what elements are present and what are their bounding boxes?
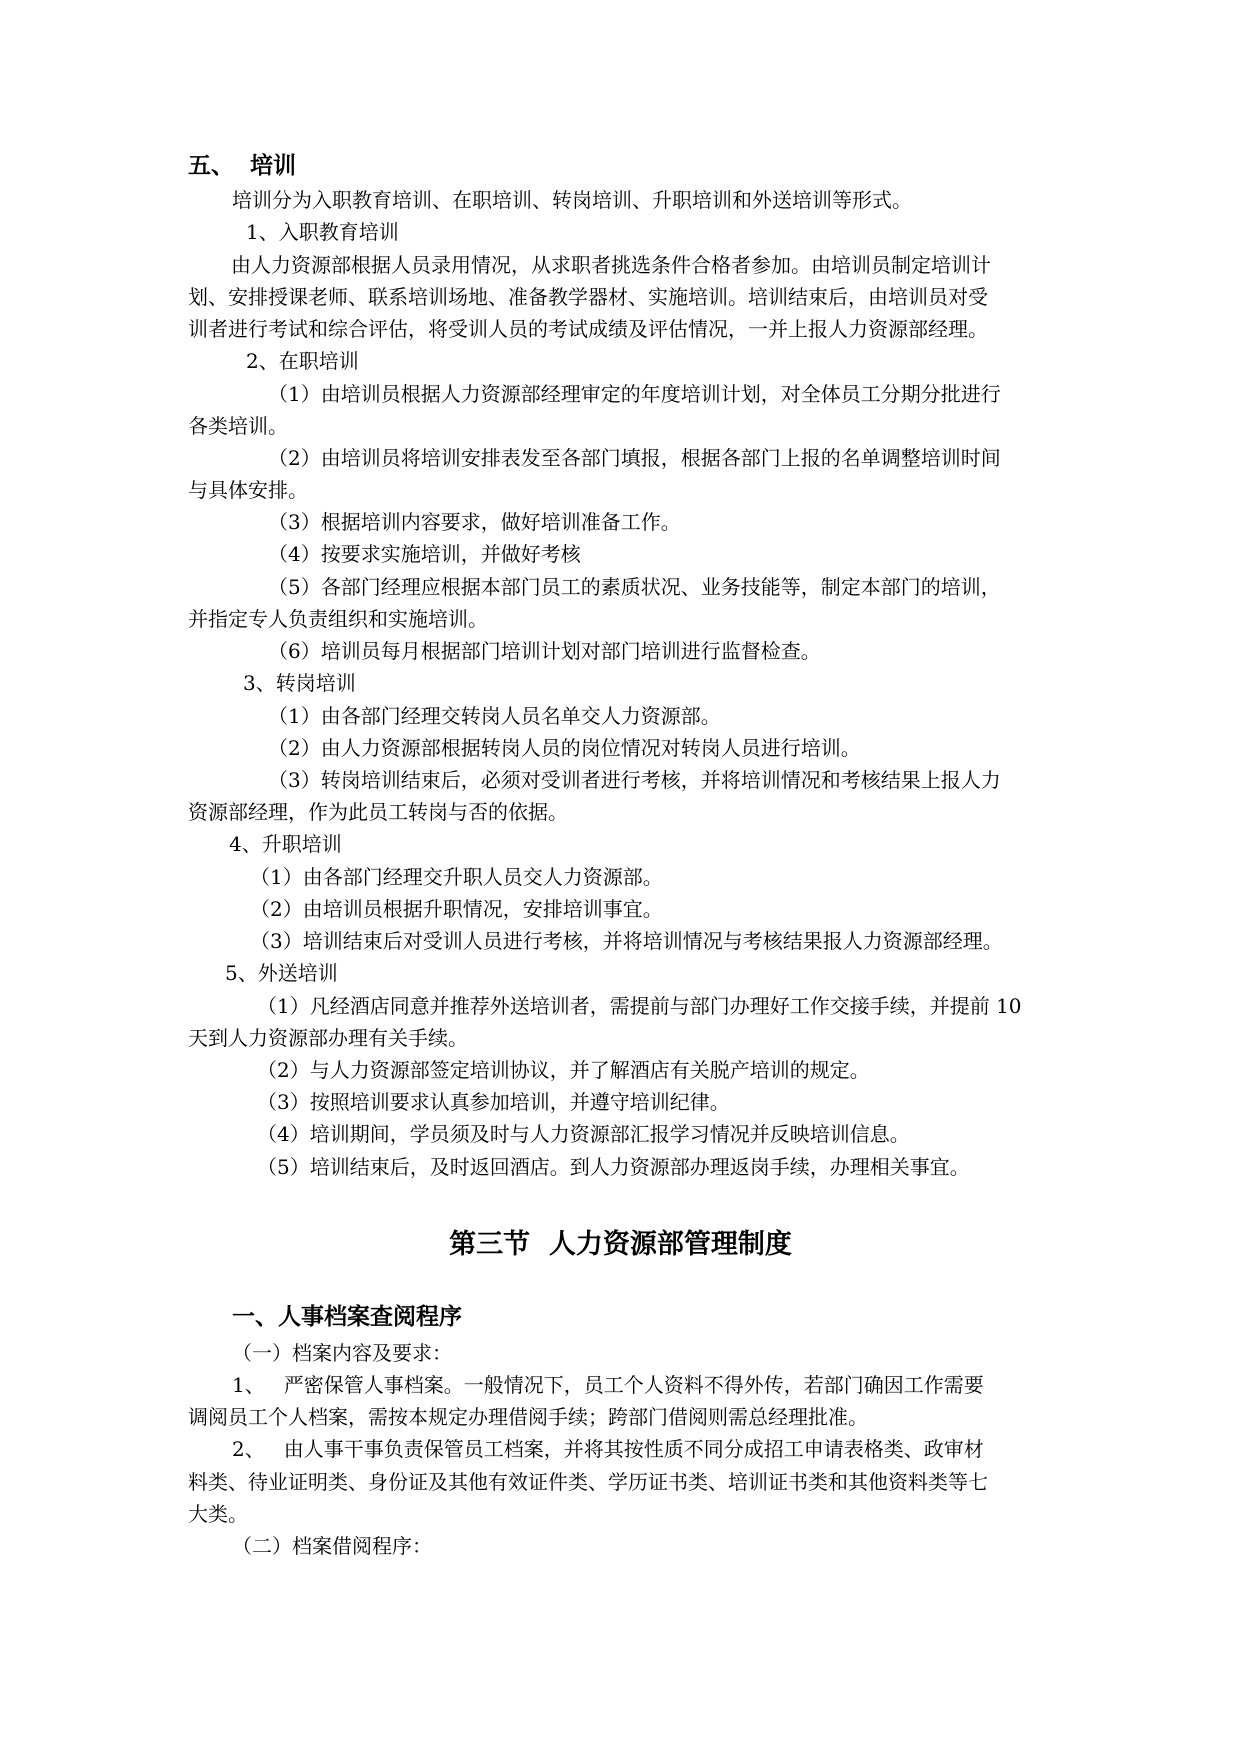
external-item-2: （2）与人力资源部签定培训协议，并了解酒店有关脱产培训的规定。 — [257, 1058, 870, 1082]
onjob-item-2-cont: 与具体安排。 — [188, 478, 308, 502]
onjob-item-3: （3）根据培训内容要求，做好培训准备工作。 — [268, 510, 681, 534]
onjob-item-2: （2）由培训员将培训安排表发至各部门填报，根据各部门上报的名单调整培训时间 — [268, 446, 1001, 470]
external-item-3: （3）按照培训要求认真参加培训，并遵守培训纪律。 — [257, 1090, 730, 1114]
orientation-para-line: 划、安排授课老师、联系培训场地、准备教学器材、实施培训。培训结束后，由培训员对受 — [188, 285, 988, 309]
subsection-title-onjob: 2、在职培训 — [246, 349, 359, 373]
subsection-title-promotion: 4、升职培训 — [229, 832, 342, 856]
onjob-item-5-cont: 并指定专人负责组织和实施培训。 — [188, 607, 488, 631]
section-heading-training: 五、 培训 — [188, 153, 297, 179]
promotion-item-2: （2）由培训员根据升职情况，安排培训事宜。 — [250, 897, 663, 921]
onjob-item-5: （5）各部门经理应根据本部门员工的素质状况、业务技能等，制定本部门的培训， — [268, 575, 1001, 599]
transfer-item-3: （3）转岗培训结束后，必须对受训者进行考核，并将培训情况和考核结果上报人力 — [268, 768, 1001, 792]
records-sub-b: （二）档案借阅程序： — [232, 1534, 432, 1558]
onjob-item-1: （1）由培训员根据人力资源部经理审定的年度培训计划，对全体员工分期分批进行 — [268, 382, 1001, 406]
section-heading-records: 一、人事档案查阅程序 — [232, 1304, 462, 1330]
records-item-1: 1、 严密保管人事档案。一般情况下，员工个人资料不得外传，若部门确因工作需要 — [232, 1373, 984, 1397]
orientation-para-line: 由人力资源部根据人员录用情况，从求职者挑选条件合格者参加。由培训员制定培训计 — [231, 253, 991, 277]
records-item-2: 2、 由人事干事负责保管员工档案，并将其按性质不同分成招工申请表格类、政审材 — [232, 1437, 984, 1461]
onjob-item-1-cont: 各类培训。 — [188, 414, 288, 438]
transfer-item-2: （2）由人力资源部根据转岗人员的岗位情况对转岗人员进行培训。 — [268, 736, 861, 760]
promotion-item-1: （1）由各部门经理交升职人员交人力资源部。 — [250, 865, 663, 889]
orientation-para-line: 训者进行考试和综合评估，将受训人员的考试成绩及评估情况，一并上报人力资源部经理。 — [188, 317, 988, 341]
training-intro: 培训分为入职教育培训、在职培训、转岗培训、升职培训和外送培训等形式。 — [232, 188, 912, 212]
transfer-item-3-cont: 资源部经理，作为此员工转岗与否的依据。 — [188, 800, 568, 824]
external-item-1-cont: 天到人力资源部办理有关手续。 — [188, 1026, 468, 1050]
subsection-title-external: 5、外送培训 — [225, 961, 338, 985]
onjob-item-4: （4）按要求实施培训，并做好考核 — [268, 542, 581, 566]
subsection-title-orientation: 1、入职教育培训 — [246, 220, 399, 244]
chapter-title: 第三节 人力资源部管理制度 — [449, 1229, 792, 1260]
subsection-title-transfer: 3、转岗培训 — [243, 671, 356, 695]
records-sub-a: （一）档案内容及要求： — [232, 1341, 452, 1365]
external-item-4: （4）培训期间，学员须及时与人力资源部汇报学习情况并反映培训信息。 — [257, 1122, 910, 1146]
records-item-2-cont: 料类、待业证明类、身份证及其他有效证件类、学历证书类、培训证书类和其他资料类等七 — [188, 1470, 988, 1494]
transfer-item-1: （1）由各部门经理交转岗人员名单交人力资源部。 — [268, 704, 721, 728]
onjob-item-6: （6）培训员每月根据部门培训计划对部门培训进行监督检查。 — [268, 639, 821, 663]
records-item-1-cont: 调阅员工个人档案，需按本规定办理借阅手续；跨部门借阅则需总经理批准。 — [188, 1405, 868, 1429]
external-item-5: （5）培训结束后，及时返回酒店。到人力资源部办理返岗手续，办理相关事宜。 — [257, 1155, 970, 1179]
promotion-item-3: （3）培训结束后对受训人员进行考核，并将培训情况与考核结果报人力资源部经理。 — [250, 929, 1003, 953]
external-item-1: （1）凡经酒店同意并推荐外送培训者，需提前与部门办理好工作交接手续，并提前 10 — [257, 994, 1022, 1018]
records-item-2-cont: 大类。 — [188, 1502, 248, 1526]
